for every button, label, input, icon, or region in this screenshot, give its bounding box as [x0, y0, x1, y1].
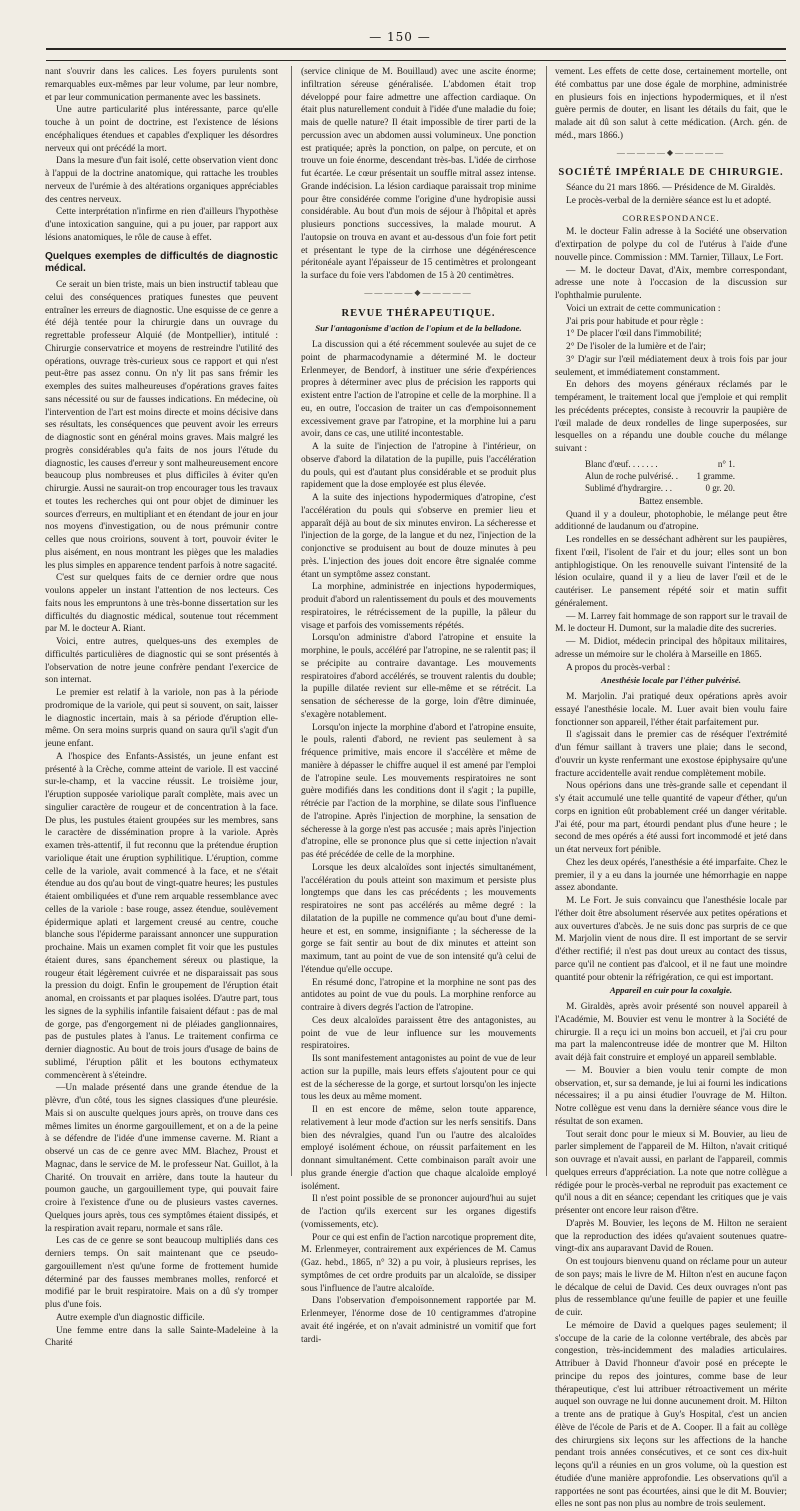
- paragraph: Une autre particularité plus intéressante, parce qu'elle touche à un point de doctrine, est l'existence de lésions encéphaliques étendues et capables d'expliquer les désordres nerveux qui ont précédé la mort.: [45, 105, 278, 154]
- paragraph: La discussion qui a été récemment soulevée au sujet de ce point de pharmacodynamie a déterminé M. le docteur Erlenmeyer, de Bendorf, à instituer une série d'expériences propres à déterminer avec plus de précision les rapports qui existent entre l'action de l'atropine et celle de la morphine. Il a eu, en outre, l'occasion de traiter un cas d'empoisonnement excessivement grave par l'atropine, et la morphine lui a paru avoir, dans ce cas, une utilité incontestable.: [301, 340, 536, 440]
- paragraph: J'ai pris pour habitude et pour règle :: [566, 316, 704, 327]
- article-heading: Quelques exemples de difficultés de diagnostic médical.: [45, 250, 278, 275]
- paragraph: D'après M. Bouvier, les leçons de M. Hilton ne seraient que la reproduction des idées qu'avaient soutenues quatre-vingt-dix ans auparavant David de Rouen.: [555, 1218, 787, 1255]
- column-separator: [291, 66, 292, 1176]
- paragraph: Lorsqu'on injecte la morphine d'abord et l'atropine ensuite, le pouls, ralenti d'abord, ne revient pas seulement à sa fréquence primitive, mais encore il s'accélère et même de manière à dépasser le chiffre auquel il est amené par l'emploi de l'atropine seule. Les mouvements respiratoires ne sont guère modifiés dans les conditions dont il s'agit ; la pupille, rétrécie par l'action de la morphine, se dilate sous l'influence de l'atropine. Après l'injection de morphine, la sensation de sécheresse à la gorge n'est pas accusée ; mais après l'injection d'atropine, elle se prononce plus que si cette injection n'avait pas été précédée de celle de la morphine.: [301, 722, 536, 860]
- quantity: n° 1.: [717, 458, 735, 469]
- paragraph: Le premier est relatif à la variole, non pas à la période prodromique de la variole, qui peut si souvent, on sait, laisser le diagnostic incertain, mais à sa période d'éruption elle-même. On sera moins surpris quand on saura qu'il s'agit d'un jeune enfant.: [45, 688, 278, 749]
- column-middle: [301, 66, 537, 1345]
- quantity: 0 gr. 20.: [705, 482, 735, 493]
- paragraph: 2° De l'isoler de la lumière et de l'air;: [566, 342, 706, 352]
- paragraph: Dans la mesure d'un fait isolé, cette observation vient donc à l'appui de la doctrine anatomique, qui rattache les troubles nerveux de l'urémie à des altérations organiques appréciables des centres nerveux.: [45, 156, 278, 205]
- paragraph: 3° D'agir sur l'œil médiatement deux à trois fois par jour seulement, et immédiatement constamment.: [555, 354, 787, 378]
- paragraph: C'est sur quelques faits de ce dernier ordre que nous voulons appeler un instant l'attention de nos lecteurs. Ces faits nous les empruntons à une très-bonne dissertation sur les difficultés du diagnostic médical, soutenue tout récemment par M. le docteur A. Riant.: [45, 573, 278, 635]
- paragraph: A propos du procès-verbal :: [566, 662, 671, 673]
- ornament-divider: —————◆—————: [616, 147, 726, 157]
- paragraph: A la suite des injections hypodermiques d'atropine, c'est l'accélération du pouls qui s'observe en premier lieu et apparaît déjà au bout de six minutes environ. La sécheresse et l'injection de la gorge, de la langue et du nez, l'injection de la conjonctive se produisent au bout de douze minutes à peu près. L'injection des joues doit encore être signalée comme étant un symptôme assez constant.: [301, 493, 536, 580]
- paragraph: —Un malade présenté dans une grande étendue de la plèvre, d'un côté, tous les signes classiques d'une pleurésie. Mais si on ausculte quelques jours après, on trouve dans ces mêmes limites un énorme gargouillement, et on a de la peine à se défendre de l'idée d'une immense caverne. M. Riant a observé un cas de ce genre avec MM. Blachez, Proust et Magnac, dans le service de M. le professeur Nat. Guillot, à la Charité. On trouvait en arrière, dans toute la hauteur du poumon gauche, un gargouillement type, qui pouvait faire croire à l'existence d'une ou de plusieurs vastes cavernes. Quelques jours après, tous ces symptômes étaient dissipés, et la respiration avait reparu, normale et sans râle.: [45, 1083, 278, 1234]
- paragraph: En dehors des moyens généraux réclamés par le tempérament, le traitement local que j'emploie et qui remplit les précédents préceptes, consiste à recouvrir la paupière de l'œil malade de deux rondelles de linge superposées, sur lesquelles on a répandu une double couche du mélange suivant :: [555, 380, 787, 454]
- correspondence-heading: CORRESPONDANCE.: [622, 212, 720, 223]
- paragraph: Dans l'observation d'empoisonnement rapportée par M. Erlenmeyer, l'énorme dose de 10 centigrammes d'atropine avait été ingérée, et on n'avait administré un vomitif que fort tardi-: [301, 1296, 536, 1345]
- paragraph: Autre exemple d'un diagnostic difficile.: [56, 1312, 205, 1323]
- paragraph: — M. Bouvier a bien voulu tenir compte de mon observation, et, sur sa demande, je lui ai fourni les indications nécessaires; il a pu ainsi étudier l'ouvrage de M. Hilton. Notre collègue est venu dans la dernière séance vous dire le résultat de son examen.: [555, 1065, 787, 1127]
- paragraph: Les rondelles en se desséchant adhèrent sur les paupières, fixent l'œil, l'isolent de l'air et du jour; elles sont un bon antiphlogistique. On les renouvelle suivant l'intensité de la lésion oculaire, quand il y a lieu de laver l'œil et de le cautériser. Le pansement répété soir et matin suffit généralement.: [555, 535, 787, 609]
- subheading: Anesthésie locale par l'éther pulvérisé.: [600, 675, 741, 686]
- paragraph: En résumé donc, l'atropine et la morphine ne sont pas des antidotes au point de vue du pouls. La morphine renforce au contraire à divers degrés l'action de l'atropine.: [301, 977, 536, 1013]
- section-subtitle: Sur l'antagonisme d'action de l'opium et de la belladone.: [315, 323, 522, 334]
- paragraph: Nous opérions dans une très-grande salle et cependant il s'y était accumulé une telle quantité de vapeur d'éther, qu'un corps en ignition eût probablement créé un danger véritable. J'ai été, pour ma part, étourdi pendant plus d'une heure ; le second de mes opérés a été aussi fort incommodé et jeté dans un état nerveux fort pénible.: [555, 781, 787, 855]
- ingredient: Blanc d'œuf. . . . . . .: [585, 458, 658, 469]
- recipe-line: [585, 458, 735, 470]
- paragraph: Il s'agissait dans le premier cas de réséquer l'extrémité d'un fémur saillant à travers une plaie; dans le second, d'ouvrir un kyste renfermant une exostose épiphysaire qu'une fracture accidentelle avait rendue complètement mobile.: [555, 730, 787, 779]
- paragraph: nant s'ouvrir dans les calices. Les foyers purulents sont remarquables eux-mêmes par leur volume, par leur nombre, et par leur communication permanente avec les bassinets.: [45, 67, 278, 103]
- seance-line: Séance du 21 mars 1866. — Présidence de M. Giraldès.: [566, 183, 776, 193]
- paragraph: — M. Didiot, médecin principal des hôpitaux militaires, adresse un mémoire sur le choléra à Marseille en 1865.: [555, 637, 787, 660]
- column-separator: [546, 66, 547, 1176]
- paragraph: Les cas de ce genre se sont beaucoup multipliés dans ces derniers temps. On sait maintenant que ce pseudo-gargouillement n'est qu'une forme de frottement humide déterminé par des fausses membranes molles, renforcé et modifié par le bruit respiratoire. Mais on a dû s'y tromper plus d'une fois.: [45, 1236, 278, 1310]
- paragraph: Cette interprétation n'infirme en rien d'ailleurs l'hypothèse d'une intoxication sanguine, qui a pu jouer, par rapport aux lésions anatomiques, le rôle de cause à effet.: [45, 207, 278, 243]
- header-rule: [46, 48, 786, 50]
- paragraph: Quand il y a douleur, photophobie, le mélange peut être additionné de laudanum ou d'atropine.: [555, 509, 787, 533]
- quantity: 1 gramme.: [696, 470, 735, 481]
- paragraph: Tout serait donc pour le mieux si M. Bouvier, au lieu de parler simplement de l'appareil de M. Hilton, n'avait critiqué son ouvrage et n'avait aussi, en parlant de l'appareil, commis quelques erreurs d'appréciation. La note que notre collègue a rédigée pour le procès-verbal ne reproduit pas exactement ce qu'il nous a dit en séance; cependant les critiques que je vais présenter ont encore leur raison d'être.: [555, 1129, 787, 1216]
- paragraph: M. Le Fort. Je suis convaincu que l'anesthésie locale par l'éther doit être absolument réservée aux petites opérations et aux ouvertures d'abcès. Je ne suis donc pas surpris de ce que M. Marjolin vient de nous dire. Il est important de se servir d'éther rectifié; il n'est pas dout ureux au contact des tissus, parce qu'il ne contient pas d'alcool, et il ne faut une moindre quantité pour obtenir la réfrigération, ce qui est important.: [555, 896, 787, 983]
- paragraph: Ce serait un bien triste, mais un bien instructif tableau que celui des conséquences pratiques funestes que peuvent entraîner les erreurs de diagnostic. Une esquisse de ce genre a été déjà tentée pour la chirurgie dans un ouvrage du regrettable professeur Alquié (de Montpellier), intitulé : Chirurgie conservatrice et moyens de restreindre l'utilité des opérations, ouvrage très-curieux sous ce rapport et qui n'est peut-être pas assez connu. On n'y lit pas sans frémir les exemples des suites malheureuses d'opérations graves faites sans nécessité ou sur de fausses indications. En médecine, où l'intervention de l'art est moins directe et moins décisive dans ses résultats, les conséquences que peuvent avoir les erreurs de diagnostic sont en général moins graves. Mais malgré les progrès considérables qu'a faits de nos jours l'étude du diagnostic, les causes d'erreur y sont malheureusement encore beaucoup plus nombreuses et plus difficiles à éviter qu'en chirurgie. Aussi ne saurait-on trop encourager tous les travaux et toutes les recherches qui ont pour objet de diminuer les sources d'erreurs, en multipliant et en étendant de jour en jour nos moyens d'investigation, ou de nous prémunir contre celles que nous croirions, souvent à tort, pouvoir éviter le plus aisément, en nous montrant les pièges que les maladies les plus simples en apparence tendent parfois à notre sagacité.: [45, 280, 278, 571]
- subheading: Appareil en cuir pour la coxalgie.: [609, 985, 733, 996]
- paragraph: Ces deux alcaloïdes paraissent être des antagonistes, au point de vue de leur influence sur les mouvements respiratoires.: [301, 1015, 536, 1052]
- ingredient: Alun de roche pulvérisé. .: [585, 470, 678, 481]
- column-right: [555, 66, 787, 1510]
- paragraph: Il en est encore de même, selon toute apparence, relativement à leur mode d'action sur les nerfs sensitifs. Dans bien des névralgies, quand l'un ou l'autre des alcaloïdes employé isolément échoue, on réussit parfaitement en les donnant simultanément. Cette combinaison paraît avoir une plus grande énergie d'action que chaque alcaloïde employé isolément.: [301, 1105, 536, 1192]
- paragraph: A l'hospice des Enfants-Assistés, un jeune enfant est présenté à la Crèche, comme atteint de variole. Il est vacciné sur-le-champ, et la vaccine réussit. Le troisième jour, l'éruption supposée variolique paraît complète, mais avec un singulier caractère de rougeur et de concentration à la face. De plus, les pustules étaient groupées sur les membres, sans le caractère de dissémination propre à la variole. Après examen très-attentif, il fut reconnu que la prétendue éruption variolique était une éruption syphilitique. L'éruption, comme celle de la variole, avait commencé à la face, et ne s'était étendue au dos qu'au bout de vingt-quatre heures; les pustules étaient ombiliquées et d'une rem arquable ressemblance avec celles de la variole : base rouge, assez étendue, soulèvement épidermique aplati et largement creusé au centre, couche blanche sous l'épiderme paraissant annoncer une suppuration prochaine. Mais un examen complet fit voir que les pustules étaient dures, sans épanchement séreux ou plastique, la rougeur était légèrement cuivrée et ne disparaissait pas sous la pression du doigt. Enfin le groupement de l'éruption était anomal, en croissants et par plaques isolées. D'autre part, tous les signes de la syphilis infantile faisaient défaut : pas de mal de gorge, pas d'engorgement ni de pléiades ganglionnaires, pas de pustules plates à l'anus. Le traitement confirma ce dernier diagnostic. Au bout de trois jours d'usage de bains de sublimé, l'éruption pâlit et les boutons ecthymateux commencèrent à s'éteindre.: [45, 751, 278, 1081]
- paragraph: — M. le docteur Davat, d'Aix, membre correspondant, adresse une note à l'occasion de la discussion sur l'ophthalmie purulente.: [555, 265, 787, 301]
- section-title: SOCIÉTÉ IMPÉRIALE DE CHIRURGIE.: [558, 167, 784, 179]
- paragraph: Lorsque les deux alcaloïdes sont injectés simultanément, l'accélération du pouls atteint son maximum et persiste plus longtemps que dans les cas précédents ; les mouvements respiratoires ne sont pas accélérés au même degré : la dilatation de la pupille ne commence qu'au bout d'une demi-heure et est, en somme, insignifiante ; la sécheresse de la gorge se fait sentir au bout de dix minutes et atteint son maximum, tant au point de vue de son intensité qu'à celui de l'étendue qu'elle occupe.: [301, 862, 536, 975]
- paragraph: Le mémoire de David a quelques pages seulement; il s'occupe de la carie de la colonne vertébrale, des abcès par congestion, très-incidemment des maladies articulaires. Attribuer à David l'honneur d'avoir posé en précepte le principe du repos des jointures, comme base de leur thérapeutique, c'est lui attribuer rétroactivement un mérite auquel son ouvrage ne lui donne aucunement droit. M. Hilton a trente ans de pratique à Guy's Hospital, c'est un ancien élève de l'école de Paris et de A. Cooper. Il a fait au collège des chirurgiens six leçons sur les affections de la hanche pendant trois années consécutives, et ce sont ces dix-huit leçons qu'il a réunies en un gros volume, où la question est étudiée d'une manière approfondie. Les observations qu'il a rapportées ne sont pas écourtées, ainsi que le dit M. Bouvier; elles ne sont pas non plus au nombre de trois seulement.: [555, 1320, 787, 1510]
- column-left: [45, 66, 278, 1349]
- header-rule-thin: [46, 60, 786, 61]
- paragraph: Voici, entre autres, quelques-uns des exemples de difficultés particulières de diagnostic qui se sont présentés à l'observation de notre jeune confrère pendant l'exercice de son internat.: [45, 637, 278, 686]
- paragraph: Il n'est point possible de se prononcer aujourd'hui au sujet de l'action qu'ils exercent sur les organes digestifs (vomissements, etc).: [301, 1194, 536, 1230]
- paragraph: La morphine, administrée en injections hypodermiques, produit d'abord un ralentissement du pouls et des mouvements respiratoires, le rétrécissement de la pupille, la pâleur du visage et parfois des vomissements répétés.: [301, 582, 536, 631]
- paragraph: A la suite de l'injection de l'atropine à l'intérieur, on observe d'abord la dilatation de la pupille, puis l'accélération du pouls, qui est d'autant plus considérable et se produit plus rapidement que la dose employée est plus élevée.: [301, 442, 536, 491]
- paragraph: M. le docteur Falin adresse à la Société une observation d'extirpation de polype du col de l'utérus à l'aide d'une nouvelle pince. Commission : MM. Tarnier, Tillaux, Le Fort.: [555, 227, 787, 263]
- paragraph: M. Marjolin. J'ai pratiqué deux opérations après avoir essayé l'anesthésie locale. M. Luer avait bien voulu faire fonctionner son appareil, l'éther était parfaitement pur.: [555, 692, 787, 728]
- page-number: — 150 —: [369, 30, 431, 44]
- paragraph: Ils sont manifestement antagonistes au point de vue de leur action sur la pupille, mais leurs effets s'ajoutent pour ce qui est de la sécheresse de la gorge, et surtout lorsqu'on les injecte tous les deux au même moment.: [301, 1054, 536, 1103]
- paragraph: M. Giraldès, après avoir présenté son nouvel appareil à l'Académie, M. Bouvier est venu le montrer à la Société de chirurgie. Il a reçu ici un moins bon accueil, et j'ai cru pour ma part la malencontreuse idée de montrer que M. Hilton avait déjà fait construire et employé un appareil semblable.: [555, 1002, 787, 1063]
- paragraph: Une femme entre dans la salle Sainte-Madeleine à la Charité: [45, 1325, 278, 1349]
- ornament-divider: —————◆—————: [364, 287, 473, 297]
- paragraph: vement. Les effets de cette dose, certainement mortelle, ont été combattus par une dose égale de morphine, administrée en plusieurs fois en injections hypodermiques, et il n'est guère permis de douter, en lisant les détails du fait, que le malade ait dû son salut à cette médication. (Arch. gén. de méd., mars 1866.): [555, 67, 787, 141]
- paragraph: Lorsqu'on administre d'abord l'atropine et ensuite la morphine, le pouls, accéléré par l'atropine, ne se ralentit pas; il se précipite au contraire davantage. Les mouvements respiratoires d'abord accélérés, se trouvent ralentis du double; la pupille dilatée revient sur elle-même et se rétrécit. La sensation de sécheresse de la gorge, loin d'être diminuée, s'exagère notablement.: [301, 633, 536, 720]
- recipe-note: Battez ensemble.: [638, 496, 704, 507]
- paragraph: — M. Larrey fait hommage de son rapport sur le travail de M. le docteur H. Dumont, sur la maladie dite des sucreries.: [555, 611, 787, 635]
- paragraph: 1° De placer l'œil dans l'immobilité;: [566, 329, 702, 340]
- paragraph: Le procès-verbal de la dernière séance est lu et adopté.: [566, 195, 772, 206]
- paragraph: Voici un extrait de cette communication :: [566, 303, 721, 314]
- paragraph: On est toujours bienvenu quand on réclame pour un auteur de son pays; mais le livre de M. Hilton n'est en aucune façon le décalque de celui de David. Ces deux ouvrages n'ont pas plus de ressemblance qu'une feuille de papier et une feuille de cuir.: [555, 1257, 787, 1318]
- paragraph: Pour ce qui est enfin de l'action narcotique proprement dite, M. Erlenmeyer, contrairement aux expériences de M. Camus (Gaz. hebd., 1865, n° 32) a pu voir, à plusieurs reprises, les symptômes de cet ordre produits par un alcaloïde, se dissiper sous l'influence de l'autre alcaloïde.: [301, 1232, 537, 1294]
- recipe: [585, 458, 787, 494]
- recipe-line: [585, 470, 735, 482]
- paragraph: Chez les deux opérés, l'anesthésie a été imparfaite. Chez le premier, il y a eu dans la journée une hémorrhagie en nappe assez abondante.: [555, 857, 787, 894]
- recipe-line: [585, 482, 735, 494]
- paragraph: (service clinique de M. Bouillaud) avec une ascite énorme; infiltration séreuse généralisée. L'abdomen était trop développé pour faire admettre une affection cardiaque. On était plus naturellement conduit à l'idée d'une maladie du foie; mais de quelle nature? Il était impossible de tirer parti de la percussion avec un abdomen aussi volumineux. Une ponction est pratiquée; après la ponction, on palpe, on percute, et on trouve un foie énorme, descendant très-bas. L'idée de cirrhose fut écartée. Le cœur présentait un souffle mitral assez intense. Grande indécision. La lésion cardiaque paraissait trop minime pour être considérée comme l'origine d'une hydropisie aussi considérable. Au bout d'un mois de séjour à l'hôpital et après plusieurs ponctions successives, la malade mourut. A l'autopsie on trouva en avant et au-dessous d'un foie fort petit et présentant le type de la cirrhose une dégénérescence péritonéale ayant l'épaisseur de 15 centimètres et prolongeant la surface du foie vers l'abdomen de 15 à 20 centimètres.: [301, 67, 536, 281]
- section-title: REVUE THÉRAPEUTIQUE.: [341, 307, 496, 319]
- ingredient: Sublimé d'hydrargire. . .: [585, 482, 672, 493]
